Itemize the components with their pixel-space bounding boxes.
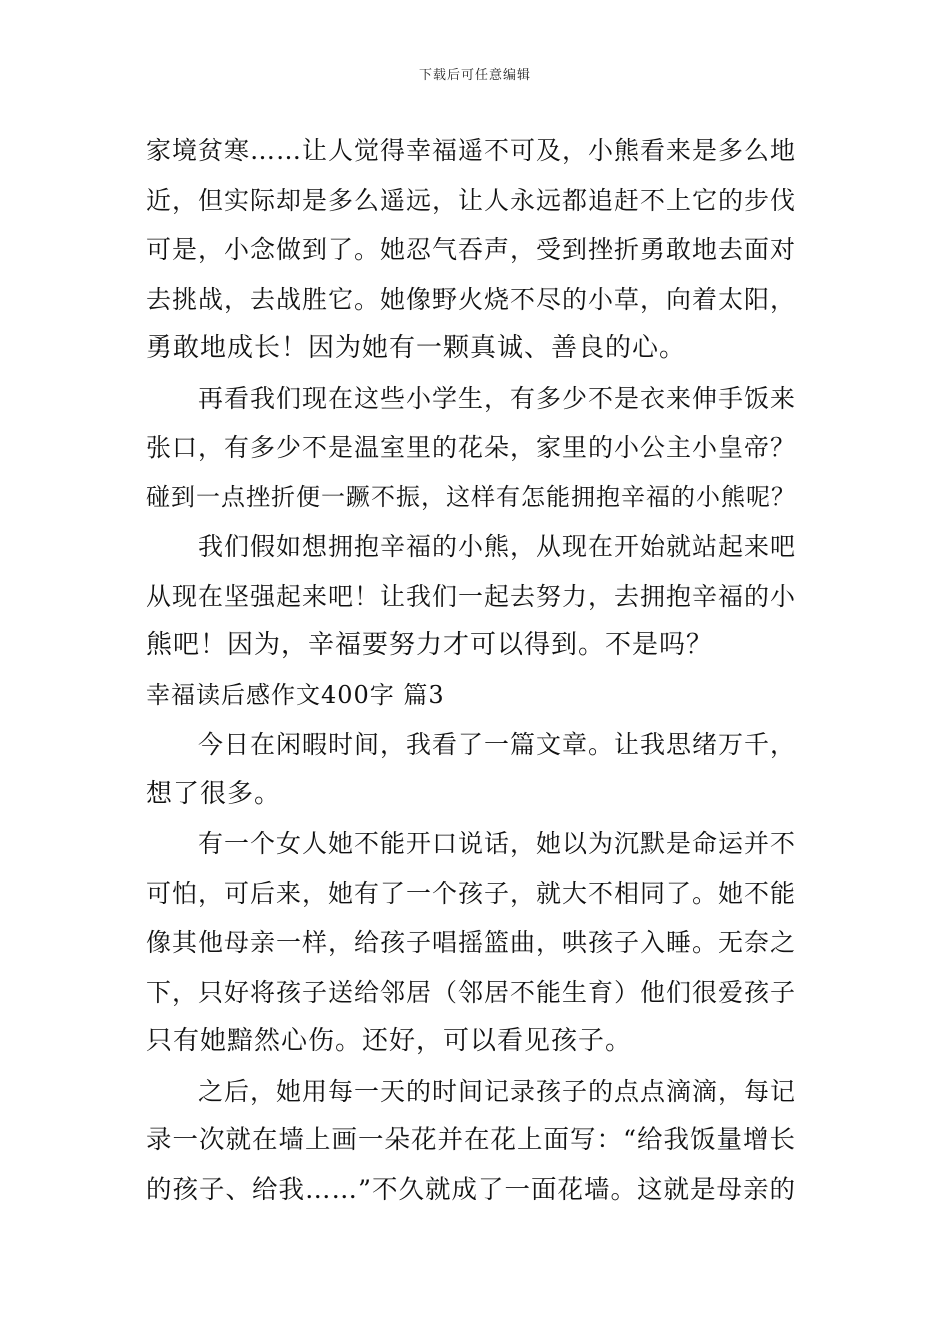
text-line: 只有她黯然心伤。还好，可以看见孩子。 [146,1026,633,1056]
page-header: 下载后可任意编辑 [418,68,531,83]
text-line: 有一个女人她不能开口说话，她以为沉默是命运并不 [198,829,797,858]
text-line: 从现在坚强起来吧！让我们一起去努力，去拥抱辛福的小 [146,581,797,611]
text-line: 张口，有多少不是温室里的花朵，家里的小公主小皇帝？ [146,433,797,462]
section-heading: 幸福读后感作文400字 篇3 [146,680,445,709]
document-body [146,126,806,1215]
text-line: 我们假如想拥抱辛福的小熊，从现在开始就站起来吧 [198,532,797,561]
text-line: 之后，她用每一天的时间记录孩子的点点滴滴，每记 [198,1076,797,1106]
text-line: 下，只好将孩子送给邻居（邻居不能生育）他们很爱孩子 [146,977,797,1007]
text-line: 再看我们现在这些小学生，有多少不是衣来伸手饭来 [198,383,797,413]
text-line: 可怕，可后来，她有了一个孩子，就大不相同了。她不能 [146,878,797,908]
text-line: 去挑战，去战胜它。她像野火烧不尽的小草，向着太阳， [146,284,797,314]
text-line: 勇敢地成长！因为她有一颗真诚、善良的心。 [146,333,687,363]
text-line: 可是，小念做到了。她忍气吞声，受到挫折勇敢地去面对 [146,235,797,264]
text-line: 家境贫寒……让人觉得幸福遥不可及，小熊看来是多么地 [146,136,797,165]
text-line: 今日在闲暇时间，我看了一篇文章。让我思绪万千， [198,730,797,759]
text-line: 像其他母亲一样，给孩子唱摇篮曲，哄孩子入睡。无奈之 [146,928,797,957]
text-line: 近，但实际却是多么遥远，让人永远都追赶不上它的步伐 [146,185,797,215]
text-line: 录一次就在墙上画一朵花并在花上面写：“给我饭量增长 [146,1125,797,1155]
text-line: 想了很多。 [146,778,282,809]
text-line: 碰到一点挫折便一蹶不振，这样有怎能拥抱辛福的小熊呢？ [146,482,796,511]
text-line: 熊吧！因为，辛福要努力才可以得到。不是吗？ [146,630,714,660]
text-line: 的孩子、给我……”不久就成了一面花墙。这就是母亲的 [146,1174,797,1205]
